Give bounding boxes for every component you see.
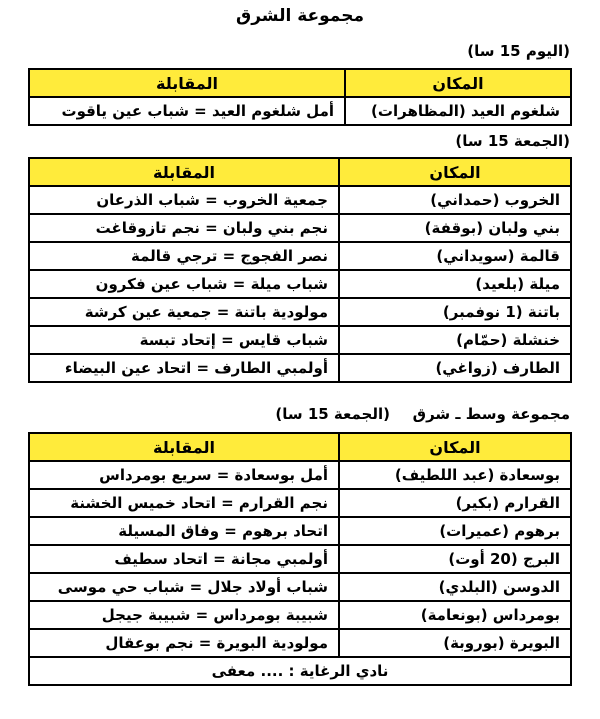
table-row (29, 517, 571, 545)
place-cell: البرج (20 أوت) (339, 545, 571, 573)
place-cell: شلغوم العيد (المظاهرات) (345, 97, 571, 125)
match-cell: شباب أولاد جلال = شباب حي موسى (29, 573, 339, 601)
table-row (29, 461, 571, 489)
section2-table (28, 157, 572, 383)
place-cell: باتنة (1 نوفمبر) (339, 298, 571, 326)
place-cell: القرارم (بكير) (339, 489, 571, 517)
match-cell: اتحاد برهوم = وفاق المسيلة (29, 517, 339, 545)
page-title: مجموعة الشرق (236, 6, 364, 26)
section3-group-label: مجموعة وسط ـ شرق (412, 405, 570, 423)
table-row (29, 186, 571, 214)
table-row (29, 601, 571, 629)
table-row (29, 214, 571, 242)
place-cell: الدوسن (البلدي) (339, 573, 571, 601)
match-cell: أولمبي الطارف = اتحاد عين البيضاء (29, 354, 339, 382)
section1-day-label: (اليوم 15 سا) (467, 42, 570, 60)
place-cell: ميلة (بلعيد) (339, 270, 571, 298)
section3-day-label: (الجمعة 15 سا) (275, 405, 390, 423)
match-cell: جمعية الخروب = شباب الذرعان (29, 186, 339, 214)
header-place: المكان (345, 69, 571, 97)
match-cell: مولودية البويرة = نجم بوعقال (29, 629, 339, 657)
match-cell: نصر الفجوج = ترجي قالمة (29, 242, 339, 270)
table-row (29, 270, 571, 298)
place-cell: الطارف (زواغي) (339, 354, 571, 382)
place-cell: قالمة (سويداني) (339, 242, 571, 270)
match-cell: مولودية باتنة = جمعية عين كرشة (29, 298, 339, 326)
section1-table (28, 68, 572, 126)
match-cell: نجم بني ولبان = نجم تازوقاغت (29, 214, 339, 242)
match-cell: أمل بوسعادة = سريع بومرداس (29, 461, 339, 489)
table-row (29, 242, 571, 270)
header-match: المقابلة (29, 69, 345, 97)
place-cell: البويرة (بوروبة) (339, 629, 571, 657)
table-row (29, 298, 571, 326)
table-header-row (29, 433, 571, 461)
match-cell: شبيبة بومرداس = شبيبة جيجل (29, 601, 339, 629)
place-cell: الخروب (حمداني) (339, 186, 571, 214)
table-header-row (29, 158, 571, 186)
table-row (29, 326, 571, 354)
place-cell: بني ولبان (بوقفة) (339, 214, 571, 242)
header-match: المقابلة (29, 433, 339, 461)
place-cell: بومرداس (بونعامة) (339, 601, 571, 629)
table-row (29, 629, 571, 657)
table-row (29, 489, 571, 517)
match-cell: أمل شلغوم العيد = شباب عين ياقوت (29, 97, 345, 125)
match-cell: شباب ميلة = شباب عين فكرون (29, 270, 339, 298)
table-row (29, 97, 571, 125)
match-cell: نجم القرارم = اتحاد خميس الخشنة (29, 489, 339, 517)
table-header-row (29, 69, 571, 97)
table-row (29, 573, 571, 601)
place-cell: برهوم (عميرات) (339, 517, 571, 545)
section3-table (28, 432, 572, 686)
bye-note: نادي الرغاية : .... معفى (29, 657, 571, 685)
header-match: المقابلة (29, 158, 339, 186)
table-row (29, 354, 571, 382)
match-cell: أولمبي مجانة = اتحاد سطيف (29, 545, 339, 573)
table-row (29, 545, 571, 573)
place-cell: خنشلة (حمّام) (339, 326, 571, 354)
table-note-row (29, 657, 571, 685)
header-place: المكان (339, 433, 571, 461)
header-place: المكان (339, 158, 571, 186)
section2-day-label: (الجمعة 15 سا) (455, 132, 570, 150)
match-cell: شباب قايس = إتحاد تبسة (29, 326, 339, 354)
place-cell: بوسعادة (عبد اللطيف) (339, 461, 571, 489)
